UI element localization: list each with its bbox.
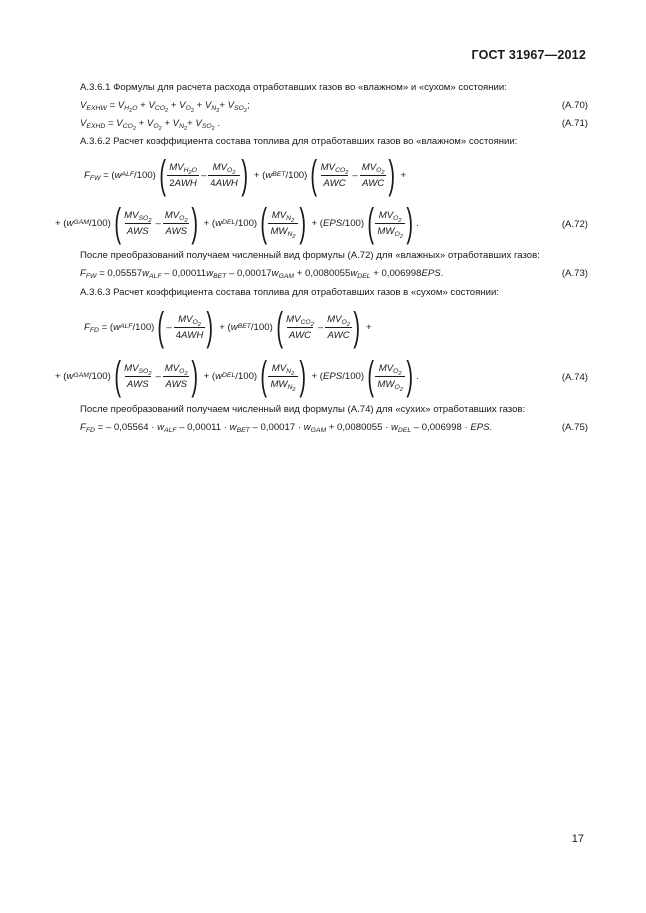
document-code: ГОСТ 31967—2012	[471, 48, 586, 62]
formula-a75: $F_{FD}$ = – $0,05564 \cdot w_{ALF} - 0,00011 \cdot w_{BET} - 0,00017 \cdot w_{GAM} + 0,0080055 \cdot w_{DEL} - 0,006998$ · EPS.	[80, 422, 493, 434]
fraction-mvo2-mwo2-dry: ( $\frac{MV_{O_2}}{MW_{O_2}}$	[377, 362, 403, 393]
formula-a73: $F_{FW} = 0,05557w_{ALF} - 0,00011w_{BET} - 0,00017w_{GAM} + 0,0080055w_{DEL} + 0,006998EPS$.	[80, 268, 444, 280]
fraction-mvco2-awc: ( $\frac{MV_{CO_2}}{\text{AWC}}$	[320, 161, 349, 189]
equation-number-a75: (А.75)	[561, 422, 588, 433]
fraction-mvo2-awc: $\frac{MV_{O_2}}{\text{AWC}}$	[361, 161, 385, 189]
fraction-mvo2-4awh-dry: $\frac{MV_{O_2}}{\text{4AWH}}$	[175, 313, 204, 341]
formula-a71: $V_{EXHD} = V_{CO_2} + V_{O_2} + V_{N_2}+ V_{SO_2}$ .	[80, 118, 221, 132]
fraction-mvo2-aws: $\frac{MV_{O_2}}{\text{AWS}}$	[164, 209, 188, 237]
equation-number-a71: (А.71)	[561, 118, 588, 129]
page-number: 17	[571, 833, 584, 845]
fraction-mvn2-mwn2-dry: ( $\frac{MV_{N_2}}{MW_{N_2}}$	[270, 362, 296, 393]
equation-number-a72: (А.72)	[561, 219, 588, 230]
after-a74-text: После преобразований получаем численный вид формулы (А.74) для «сухих» отработавших газов:	[80, 404, 526, 415]
equation-number-a73: (А.73)	[561, 268, 588, 279]
section-a362-text: А.3.6.2 Расчет коэффициента состава топлива для отработавших газов во «влажном» состоянии:	[80, 136, 518, 147]
equation-a71	[80, 118, 588, 132]
formula-a70: $V_{EXHW} = V_{H_2O} + V_{CO_2} + V_{O_2} + V_{N_2}+ V_{SO_2}$;	[80, 100, 250, 114]
fraction-mvo2-4awh: $\frac{MV_{O_2}}{\text{4AWH}}$	[210, 161, 238, 189]
fraction-mvh2o-2awh: ( $\frac{MV_{H_2O}}{\text{2AWH}}$	[169, 161, 197, 189]
equation-a70	[80, 100, 588, 114]
section-a363-text: А.3.6.3 Расчет коэффициента состава топлива для отработавших газов в «сухом» состоянии:	[80, 287, 499, 298]
section-a361-text: А.3.6.1 Формулы для расчета расхода отработавших газов во «влажном» и «сухом» состоянии:	[80, 82, 507, 93]
fraction-mvco2-awc-dry: ( $\frac{MV_{CO_2}}{\text{AWC}}$	[286, 313, 314, 341]
fraction-mvso2-aws: ( $\frac{MV_{SO_2}}{\text{AWS}}$	[124, 209, 152, 237]
equation-a73	[80, 268, 588, 279]
fraction-mvo2-mwo2: ( $\frac{MV_{O_2}}{MW_{O_2}}$	[377, 209, 403, 240]
after-a72-text: После преобразований получаем численный вид формулы (А.72) для «влажных» отработавших газов:	[80, 250, 540, 261]
equation-a75	[80, 422, 588, 433]
fraction-mvn2-mwn2: ( $\frac{MV_{N_2}}{MW_{N_2}}$	[270, 209, 296, 240]
fraction-mvo2-aws-dry: $\frac{MV_{O_2}}{\text{AWS}}$	[164, 362, 188, 390]
equation-number-a70: (А.70)	[561, 100, 588, 111]
fraction-mvso2-aws-dry: ( $\frac{MV_{SO_2}}{\text{AWS}}$	[124, 362, 152, 390]
equation-number-a74: (А.74)	[561, 372, 588, 383]
fraction-mvo2-awc-dry: $\frac{MV_{O_2}}{\text{AWC}}$	[327, 313, 350, 341]
